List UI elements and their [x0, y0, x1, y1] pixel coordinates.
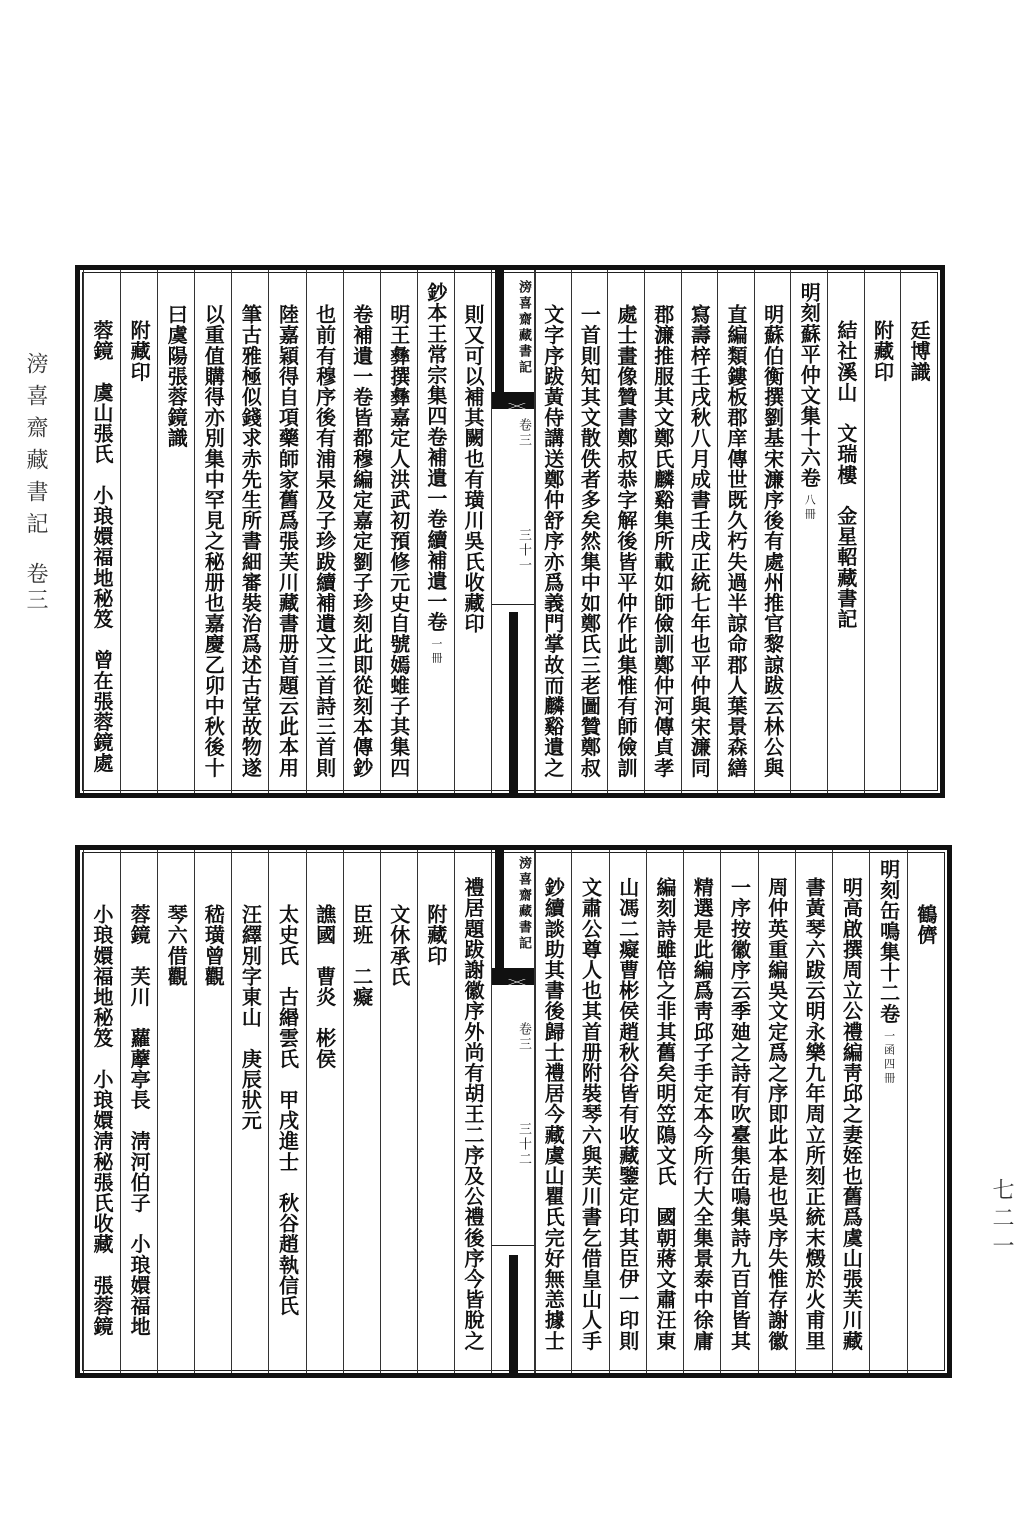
- column-text: 以重值購得亦別集中罕見之秘册也嘉慶乙卯中秋後十: [201, 304, 226, 778]
- fold-upper-bar: [495, 270, 504, 392]
- column-text: 一首則知其文散佚者多矣然集中如鄭氏三老圖贊鄭叔: [577, 304, 602, 778]
- column-text: [797, 282, 822, 522]
- column-text: 陸嘉穎得自項藥師家舊爲張芙川藏書册首題云此本用: [275, 304, 300, 778]
- top-leaf-panel: [75, 265, 945, 798]
- column-text: 一序按徽序云季廸之詩有吹臺集缶鳴集詩九百首皆其: [727, 877, 752, 1351]
- column-text: 直編類鏤板郡庠傳世既久朽失過半諒命郡人葉景森繕: [723, 304, 748, 778]
- column-text: 周仲英重編吳文定爲之序即此本是也吳序失惟存謝徽: [764, 877, 789, 1351]
- top-left-half: [83, 270, 491, 793]
- text-column: [607, 270, 644, 793]
- fold-lower-bar: [509, 612, 518, 793]
- fold-upper-bar: [495, 850, 504, 968]
- column-text: 蓉鏡 虞山張氏 小琅嬛福地秘笈 曾在張蓉鏡處: [90, 320, 115, 774]
- column-text: 山馮二癡曹彬侯趙秋谷皆有收藏鑒定印其臣伊一印則: [615, 877, 640, 1351]
- seal-column: [306, 850, 343, 1373]
- entry-title: 明刻蘇平仲文集十六卷: [797, 282, 822, 488]
- entry-title: 明刻缶鳴集十二卷: [876, 859, 901, 1024]
- volume-note: 八冊: [803, 494, 817, 522]
- center-fold: [491, 270, 536, 793]
- column-text: 嵇璜曾觀: [201, 904, 226, 987]
- seal-column: [120, 270, 157, 793]
- volume-note: 一函四冊: [882, 1029, 896, 1086]
- text-column: [534, 270, 571, 793]
- seal-column: [120, 850, 157, 1373]
- page-number: 七二一: [989, 1178, 1014, 1262]
- text-column: [644, 270, 681, 793]
- column-text: 明王彝撰彝嘉定人洪武初預修元史自號嫣蜼子其集四: [386, 304, 411, 778]
- seal-column: [417, 850, 454, 1373]
- fold-juan: 卷三: [516, 418, 531, 448]
- seal-column: [343, 850, 380, 1373]
- seal-column: [268, 850, 305, 1373]
- column-text: 文肅公尊人也其首册附裝琴六與芙川書乞借皇山人手: [578, 877, 603, 1351]
- column-text: 臣班 二癡: [349, 904, 374, 1007]
- fold-divider: [492, 604, 535, 605]
- column-text: 筆古雅極似錢求赤先生所書細審裝治爲述古堂故物遂: [238, 304, 263, 778]
- column-text: 寫壽梓壬戌秋八月成書壬戌正統七年也平仲與宋濂同: [687, 304, 712, 778]
- seal-column: [83, 850, 120, 1373]
- column-text: 廷博識: [907, 320, 932, 382]
- text-column: [900, 270, 937, 793]
- column-text: 明蘇伯衡撰劉基宋濂序後有處州推官黎諒跋云林公與: [760, 304, 785, 778]
- column-text: 結社溪山 文瑞樓 金星軺藏書記: [833, 320, 858, 629]
- text-column: [571, 850, 608, 1373]
- seal-column: [83, 270, 120, 793]
- column-text: 鈔續談助其書後歸士禮居今藏虞山瞿氏完好無恙據士: [541, 877, 566, 1351]
- seal-column: [380, 850, 417, 1373]
- text-column: [795, 850, 832, 1373]
- bottom-right-half: [534, 850, 944, 1373]
- column-text: 附藏印: [127, 320, 152, 382]
- column-text: 編刻詩雖倍之非其舊矣明笠隝文氏 國朝蔣文肅汪東: [653, 877, 677, 1351]
- column-text: 汪繹別字東山 庚辰狀元: [238, 904, 263, 1131]
- entry-title-column: [790, 270, 827, 793]
- seal-column: [194, 850, 231, 1373]
- top-right-half: [534, 270, 937, 793]
- column-text: 精選是此編爲靑邱子手定本今所行大全集景泰中徐庸: [690, 877, 715, 1351]
- bottom-left-half: [83, 850, 491, 1373]
- column-text: [876, 859, 901, 1086]
- fold-leaf-number: 三十一: [516, 528, 531, 573]
- text-column: [683, 850, 720, 1373]
- fish-tail-mark: [492, 392, 535, 409]
- column-text: 文休承氏: [386, 904, 411, 987]
- text-column: [268, 270, 305, 793]
- text-column: [681, 270, 718, 793]
- column-text: 處士畫像贊書鄭叔恭字解後皆平仲作此集惟有師儉訓: [614, 304, 639, 778]
- column-text: 附藏印: [423, 904, 448, 966]
- column-text: 太史氏 古緡雲氏 甲戌進士 秋谷趙執信氏: [275, 904, 300, 1316]
- fold-book-title: 滂喜齋藏書記: [516, 856, 531, 952]
- fold-divider: [492, 1245, 535, 1246]
- column-text: 鶴儕: [913, 904, 938, 946]
- fish-tail-mark: [492, 968, 535, 985]
- text-column: [231, 270, 268, 793]
- seal-column: [864, 270, 901, 793]
- margin-book-title: 滂喜齋藏書記: [23, 352, 48, 544]
- text-column: [907, 850, 944, 1373]
- column-text: 書黃琴六跋云明永樂九年周立所刻正統末燬於火甫里: [802, 877, 827, 1351]
- fold-lower-bar: [509, 1255, 518, 1373]
- column-text: 琴六借觀: [164, 904, 189, 987]
- text-column: [380, 270, 417, 793]
- column-text: 文字序跋黃侍講送鄭仲舒序亦爲義門掌故而麟谿遺之: [540, 304, 565, 778]
- fold-book-title: 滂喜齋藏書記: [516, 280, 531, 376]
- bottom-leaf-panel: [75, 845, 952, 1378]
- text-column: [571, 270, 608, 793]
- column-text: 明高啟撰周立公禮編靑邱之妻姪也舊爲虞山張芙川藏: [839, 877, 864, 1351]
- column-text: 卷補遺一卷皆都穆編定嘉定劉子珍刻此即從刻本傳鈔: [349, 304, 374, 778]
- column-text: 附藏印: [870, 320, 895, 382]
- text-column: [534, 850, 571, 1373]
- column-text: 也前有穆序後有浦杲及子珍跋續補遺文三首詩三首則: [312, 304, 337, 778]
- column-text: 小琅嬛福地秘笈 小琅嬛淸秘張氏收藏 張蓉鏡: [90, 904, 115, 1337]
- text-column: [609, 850, 646, 1373]
- text-column: [454, 850, 491, 1373]
- center-fold: [491, 850, 536, 1373]
- seal-column: [827, 270, 864, 793]
- text-column: [832, 850, 869, 1373]
- fold-leaf-number: 三十二: [516, 1122, 531, 1167]
- seal-column: [231, 850, 268, 1373]
- text-column: [157, 270, 194, 793]
- column-text: [423, 282, 448, 667]
- text-column: [343, 270, 380, 793]
- entry-title: 鈔本王常宗集四卷補遺一卷續補遺一卷: [423, 282, 448, 633]
- column-text: 曰虞陽張蓉鏡識: [164, 304, 189, 449]
- text-column: [454, 270, 491, 793]
- entry-title-column: [417, 270, 454, 793]
- text-column: [646, 850, 683, 1373]
- seal-column: [157, 850, 194, 1373]
- fold-juan: 卷三: [516, 1022, 531, 1052]
- column-text: 譙國 曹炎 彬侯: [312, 904, 337, 1069]
- text-column: [717, 270, 754, 793]
- margin-juan: 卷三: [23, 562, 48, 614]
- text-column: [306, 270, 343, 793]
- volume-note: 一冊: [429, 638, 443, 667]
- text-column: [758, 850, 795, 1373]
- text-column: [754, 270, 791, 793]
- column-text: 郡濂推服其文鄭氏麟谿集所載如師儉訓鄭仲河傳貞孝: [650, 304, 675, 778]
- text-column: [720, 850, 757, 1373]
- column-text: 蓉鏡 芙川 蘿藦亭長 淸河伯子 小琅嬛福地: [127, 904, 152, 1337]
- text-column: [194, 270, 231, 793]
- column-text: 則又可以補其闕也有璜川吳氏收藏印: [460, 304, 485, 634]
- entry-title-column: [869, 850, 906, 1373]
- column-text: 禮居題跋謝徽序外尚有胡王二序及公禮後序今皆脫之: [460, 877, 485, 1351]
